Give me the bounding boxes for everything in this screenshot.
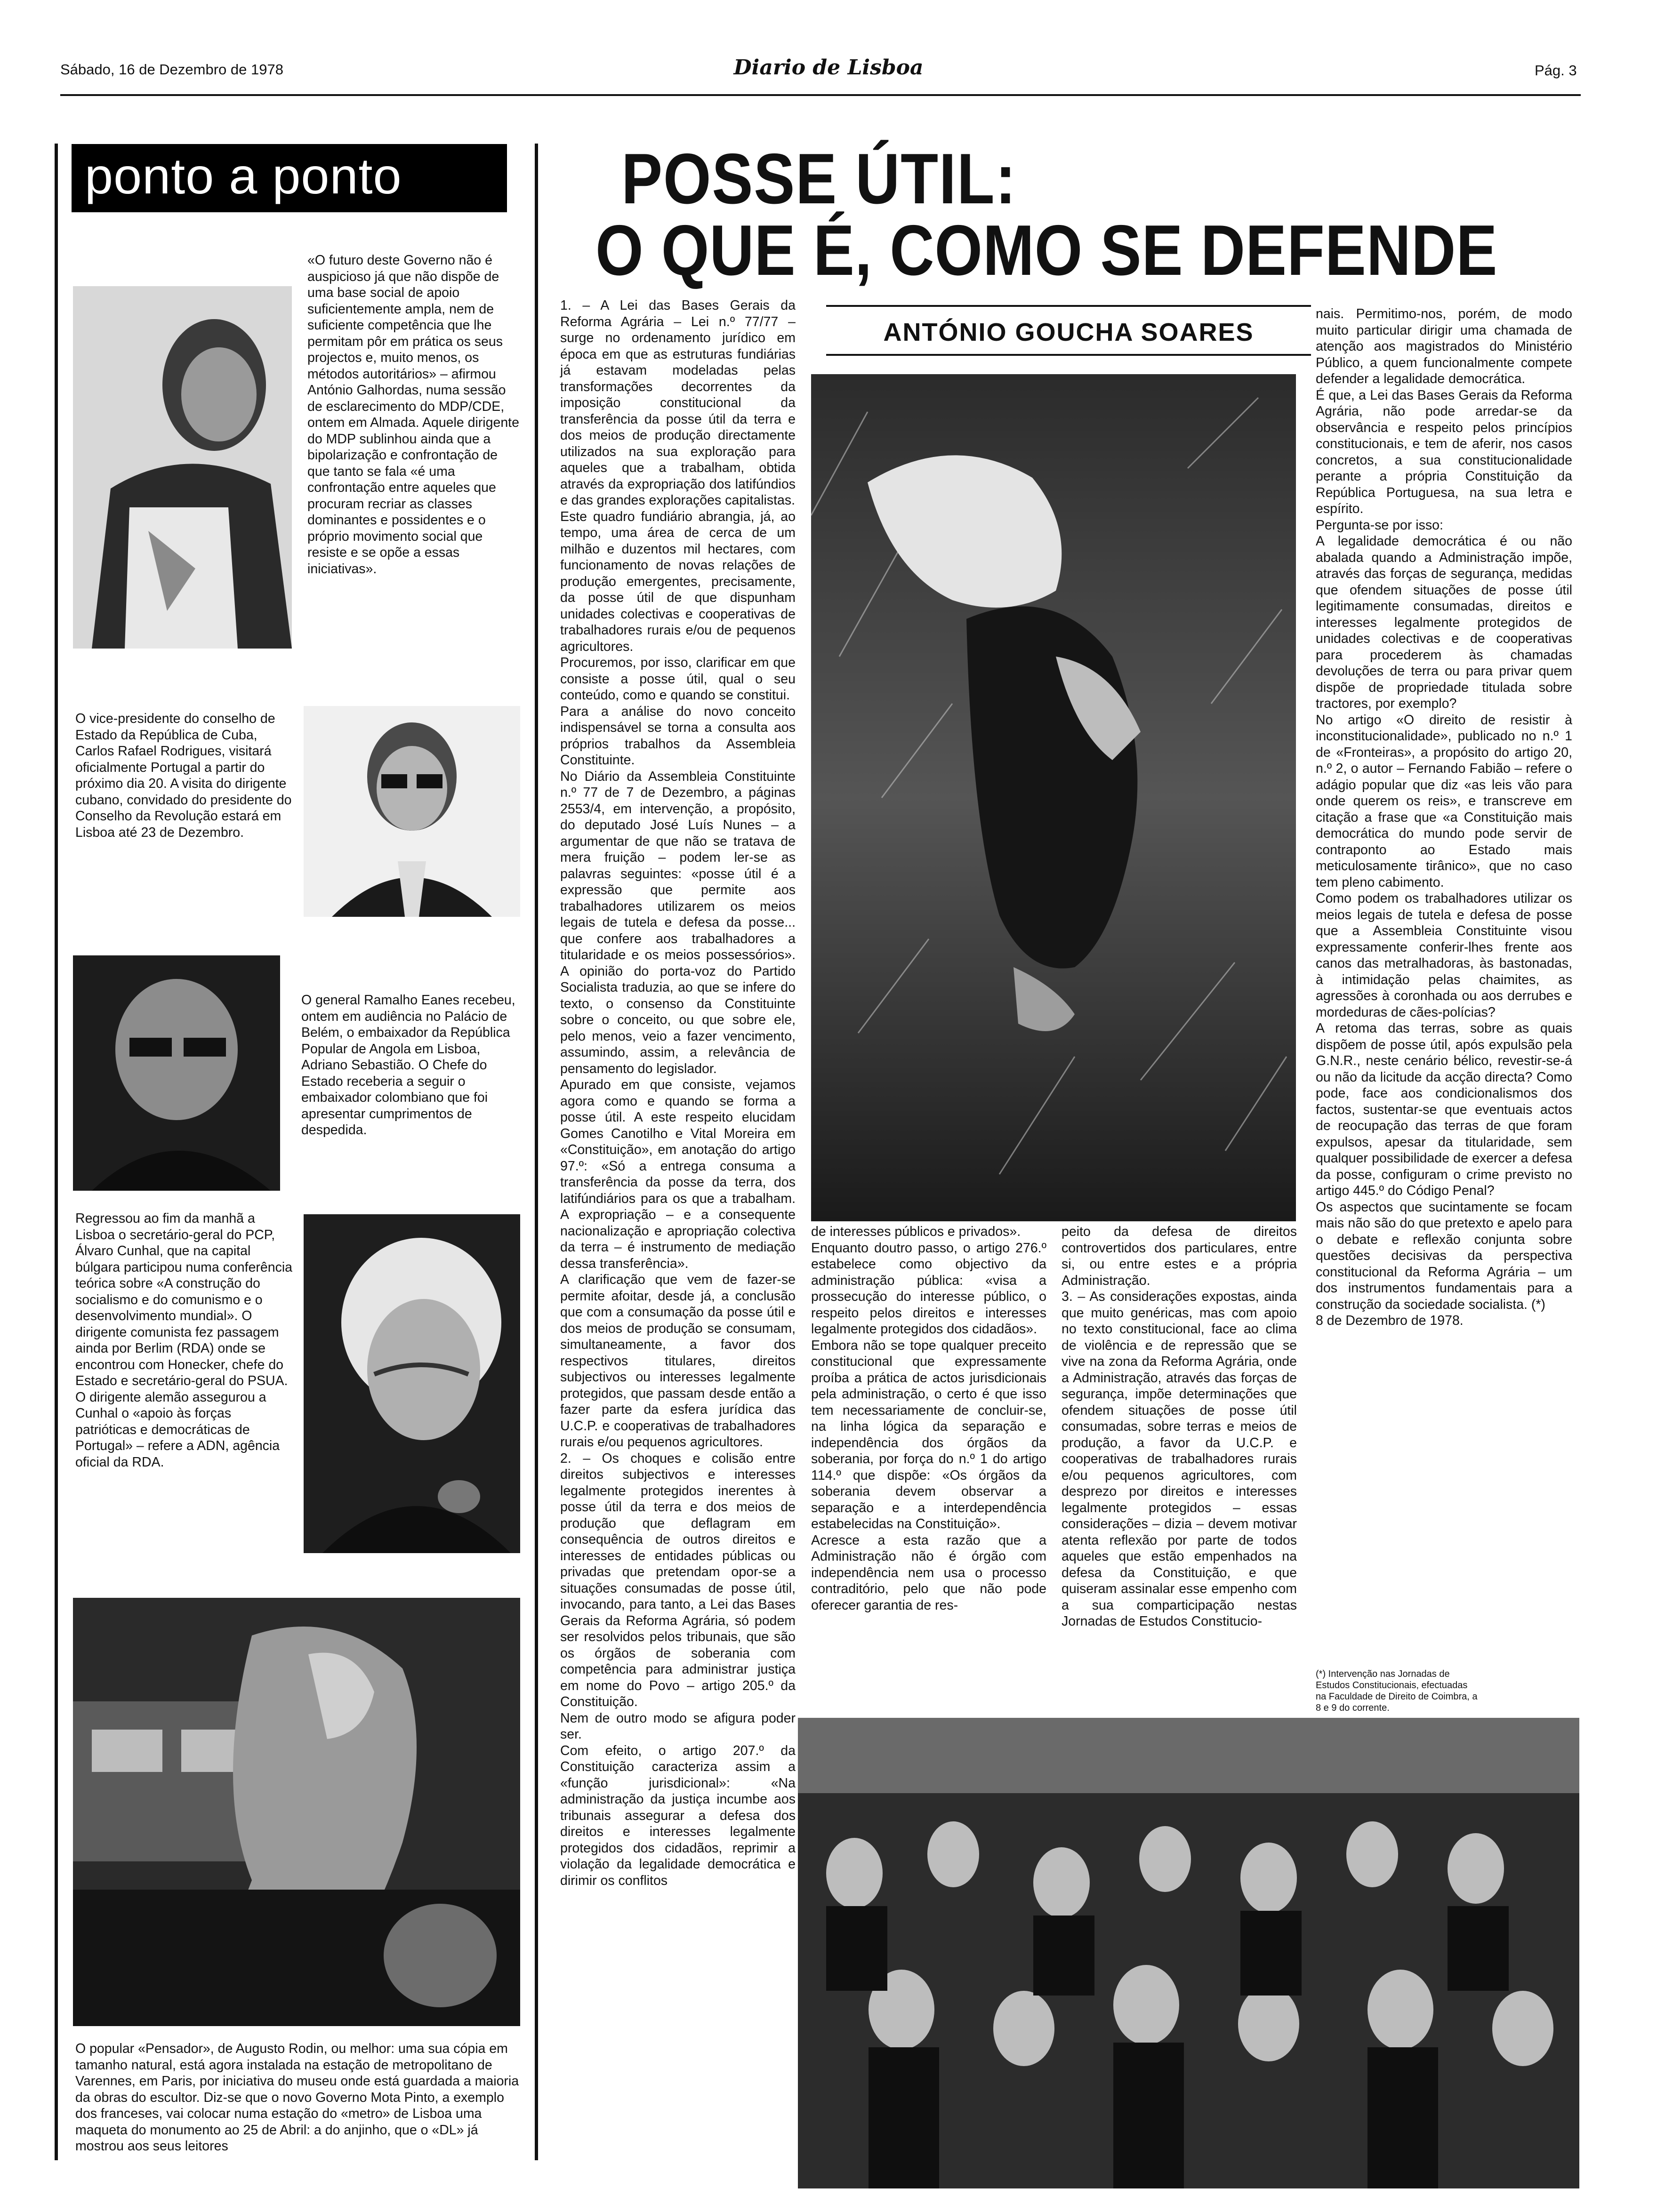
page-number: Pág. 3 [1535, 62, 1577, 79]
photo-rafael-rodrigues [304, 706, 520, 917]
photo-crowd [798, 1718, 1579, 2188]
byline: ANTÓNIO GOUCHA SOARES [883, 318, 1254, 346]
masthead: Diario de Lisboa [733, 56, 924, 80]
photo-field-protest [811, 374, 1296, 1221]
photo-ramalho-eanes [73, 955, 280, 1191]
photo-pensador-metro [73, 1598, 520, 2026]
article-column-3: peito da defesa de direitos controvertidos dos particulares, entre si, ou entre estes e a própria Administração. 3. – As considerações expostas, ainda que muito genéricas, mas com apoio no texto constitucional, face ao clima de violência e de repressão que se vive na zona da Reforma Agrária, onde a Administração, através das forças de segurança, impõe determinações que ofendem situações de posse útil consumadas, sobre terras e meios de produção, a favor da U.C.P. e cooperativas de trabalhadores rurais e/ou pequenos agricultores, com desprezo por direitos e interesses legalmente protegidos – essas considerações – dizia – devem motivar atenta reflexão por parte de todos aqueles que estão empenhados na defesa da Constituição, e que quiseram assinalar esse empenho com a sua comparticipação nestas Jornadas de Estudos Constitucio- [1062, 1224, 1297, 1629]
article-footnote: (*) Intervenção nas Jornadas de Estudos Constitucionais, efectuadas na Faculdade de Direito de Coimbra, a 8 e 9 do corrente. [1316, 1669, 1478, 1713]
sidebar-left-border [55, 144, 58, 2160]
header-rule [60, 94, 1581, 96]
sidebar-item-cuba: O vice-presidente do conselho de Estado da República de Cuba, Carlos Rafael Rodrigues, visitará oficialmente Portugal a partir do próximo dia 20. A visita do dirigente cubano, convidado do presidente do Conselho da Revolução estará em Lisboa até 23 de Dezembro. [75, 711, 292, 840]
sidebar-title: ponto a ponto [85, 147, 402, 204]
photo-galhordas [73, 286, 292, 649]
sidebar-item-galhordas: «O futuro deste Governo não é auspicioso já que não dispõe de uma base social de apoio suficientemente ampla, nem de suficiente competência que lhe permitam pôr em prática os seus projectos e, muito menos, os métodos autoritários» – afirmou António Galhordas, numa sessão de esclarecimento do MDP/CDE, ontem em Almada. Aquele dirigente do MDP sublinhou ainda que a bipolarização e confrontação de que tanto se fala «é uma confrontação entre aqueles que procuram recriar as classes dominantes e possidentes e o próprio movimento social que resiste e se opõe a essas iniciativas». [307, 253, 519, 577]
sidebar-title-box [72, 144, 507, 212]
byline-rule-bottom [826, 354, 1311, 356]
photo-alvaro-cunhal [304, 1214, 520, 1553]
sidebar-item-eanes: O general Ramalho Eanes recebeu, ontem em audiência no Palácio de Belém, o embaixador da República Popular de Angola em Lisboa, Adriano Sebastião. O Chefe do Estado receberia a seguir o embaixador colombiano que foi apresentar cumprimentos de despedida. [301, 993, 515, 1138]
sidebar-item-cunhal: Regressou ao fim da manhã a Lisboa o secretário-geral do PCP, Álvaro Cunhal, que na capital búlgara participou numa conferência teórica sobre «A construção do socialismo e do comunismo e o desenvolvimento mundial». O dirigente comunista fez passagem ainda por Berlim (RDA) onde se encontrou com Honecker, chefe do Estado e secretário-geral do PSUA. O dirigente alemão assegurou a Cunhal o «apoio às forças patrióticas e democráticas de Portugal» – refere a ADN, agência oficial da RDA. [75, 1211, 293, 1470]
page-date: Sábado, 16 de Dezembro de 1978 [60, 61, 283, 78]
article-column-4: nais. Permitimo-nos, porém, de modo muito particular dirigir uma chamada de atenção aos magistrados do Ministério Público, a quem funcionalmente compete defender a legalidade democrática. É que, a Lei das Bases Gerais da Reforma Agrária, não pode arredar-se da observância e respeito pelos princípios constitucionais, e tem de aferir, nos casos concretos, a sua constitucionalidade perante a própria Constituição da República Portuguesa, na sua letra e espírito. Pergunta-se por isso: A legalidade democrática é ou não abalada quando a Administração impõe, através das forças de segurança, medidas que ofendem situações de posse útil legitimamente consumadas, direitos e interesses legalmente protegidos de unidades colectivas e de cooperativas para procederem às chamadas devoluções de terra ou para privar quem dispõe de propriedade titulada sobre tractores, por exemplo? No artigo «O direito de resistir à inconstitucionalidade», publicado no n.º 1 de «Fronteiras», a propósito do artigo 20, n.º 2, o autor – Fernando Fabião – refere o adágio popular que diz «as leis vão para onde querem os reis», e transcreve em citação a frase que «a Constituição mais democrática do mundo pode servir de contraponto ao Estado mais meticulosamente tirânico», que no caso tem pleno cabimento. Como podem os trabalhadores utilizar os meios legais de tutela e defesa de posse que a Assembleia Constituinte visou expressamente conferir-lhes frente aos canos das metralhadoras, às bastonadas, à intimidação pelas chaimites, as agressões à coronhada ou aos derrubes e mordeduras de cães-polícias? A retoma das terras, sobre as quais dispõem de posse útil, após expulsão pela G.N.R., neste cenário bélico, revestir-se-á ou não da licitude da acção directa? Como pode, face aos condicionalismos dos factos, sustentar-se que eventuais actos de reocupação das terras de que foram expulsos, apesar da titularidade, sem qualquer possibilidade de exercer a defesa da posse, configuram o crime previsto no artigo 445.º do Código Penal? Os aspectos que sucintamente se focam mais não são do que pretexto e apelo para o debate e reflexão conjunta sobre questões decisivas da perspectiva constitucional da Reforma Agrária – um dos instrumentos fundamentais para a construção da sociedade socialista. (*) 8 de Dezembro de 1978. [1316, 306, 1572, 1328]
headline-line1: POSSE ÚTIL: [621, 139, 1017, 219]
sidebar-item-pensador: O popular «Pensador», de Augusto Rodin, ou melhor: uma sua cópia em tamanho natural, está agora instalada na estação de metropolitano de Varennes, em Paris, por iniciativa do museu onde está guardada a maioria da obras do escultor. Diz-se que o novo Governo Mota Pinto, a exemplo dos franceses, vai colocar numa estação do «metro» de Lisboa uma maqueta do monumento ao 25 de Abril: a do anjinho, que o «DL» já mostrou aos seus leitores [75, 2041, 519, 2154]
byline-rule-top [826, 305, 1311, 307]
headline-line2: O QUE É, COMO SE DEFENDE [595, 210, 1498, 290]
article-column-1: 1. – A Lei das Bases Gerais da Reforma Agrária – Lei n.º 77/77 – surge no ordenamento jurídico em época em que as estruturas fundiárias já estavam modeladas pelas transformações decorrentes da imposição constitucional da transferência da posse útil da terra e dos meios de produção directamente utilizados na sua exploração para aqueles que a trabalham, obtida através da expropriação dos latifúndios e das grandes explorações capitalistas. Este quadro fundiário abrangia, já, ao tempo, uma área de cerca de um milhão e duzentos mil hectares, com funcionamento de novas relações de produção emergentes, precisamente, da posse útil de que dispunham unidades colectivas e cooperativas de trabalhadores rurais e/ou de pequenos agricultores. Procuremos, por isso, clarificar em que consiste a posse útil, qual o seu conteúdo, como e quando se constitui. Para a análise do novo conceito indispensável se torna a consulta aos próprios trabalhos da Assembleia Constituinte. No Diário da Assembleia Constituinte n.º 77 de 7 de Dezembro, a páginas 2553/4, em intervenção, a propósito, do deputado José Luís Nunes – a argumentar de que não se tratava de mera fruição – podem ler-se as palavras seguintes: «posse útil é a expressão que permite aos trabalhadores utilizarem os meios legais de tutela e defesa da posse... que confere aos trabalhadores a titularidade e os meios possessórios». A opinião do porta-voz do Partido Socialista traduzia, ao que se infere do texto, o consenso da Constituinte sobre o conceito, ou que sobre ele, pelo menos, veio a fazer vencimento, assumindo, assim, a relevância de pensamento do legislador. Apurado em que consiste, vejamos agora como e quando se forma a posse útil. A este respeito elucidam Gomes Canotilho e Vital Moreira em «Constituição», em anotação do artigo 97.º: «Só a entrega consuma a transferência da posse da terra, dos latifúndiários para os que a trabalham. A expropriação – e a consequente nacionalização e apropriação colectiva da terra – é instrumento de mediação dessa transferência». A clarificação que vem de fazer-se permite afoitar, desde já, a conclusão que com a consumação da posse útil e dos meios de produção se consumam, simultaneamente, a favor dos respectivos titulares, direitos subjectivos ou interesses legalmente protegidos, que passam desde então a fazer parte da esfera jurídica das U.C.P. e cooperativas de trabalhadores rurais e/ou pequenos agricultores. 2. – Os choques e colisão entre direitos subjectivos e interesses legalmente protegidos inerentes à posse útil da terra e dos meios de produção que deflagram em consequência de outros direitos e interesses de entidades públicas ou privadas que pretendam opor-se a situações consumadas de posse útil, invocando, para tanto, a Lei das Bases Gerais da Reforma Agrária, só podem ser resolvidos pelos tribunais, que são os órgãos de soberania com competência para administrar justiça em nome do Povo – artigo 205.º da Constituição. Nem de outro modo se afigura poder ser. Com efeito, o artigo 207.º da Constituição caracteriza assim a «função jurisdicional»: «Na administração da justiça incumbe aos tribunais assegurar a defesa dos direitos e interesses legalmente protegidos dos cidadãos, reprimir a violação da legalidade democrática e dirimir os conflitos [560, 298, 796, 1888]
article-column-2: de interesses públicos e privados». Enquanto doutro passo, o artigo 276.º estabelece como objectivo da administração pública: «visa a prossecução do interesse público, o respeito pelos direitos e interesses legalmente protegidos dos cidadãos». Embora não se tope qualquer preceito constitucional que expressamente proíba a prática de actos jurisdicionais pela administração, o certo é que isso tem necessariamente de concluir-se, na linha lógica da separação e independência dos órgãos da soberania, por força do n.º 1 do artigo 114.º que dispõe: «Os órgãos da soberania devem observar a separação e a interdependência estabelecidas na Constituição». Acresce a esta razão que a Administração não é órgão com independência nem usa o processo contraditório, pelo que não pode oferecer garantia de res- [811, 1224, 1046, 1613]
sidebar-right-border [535, 144, 538, 2160]
